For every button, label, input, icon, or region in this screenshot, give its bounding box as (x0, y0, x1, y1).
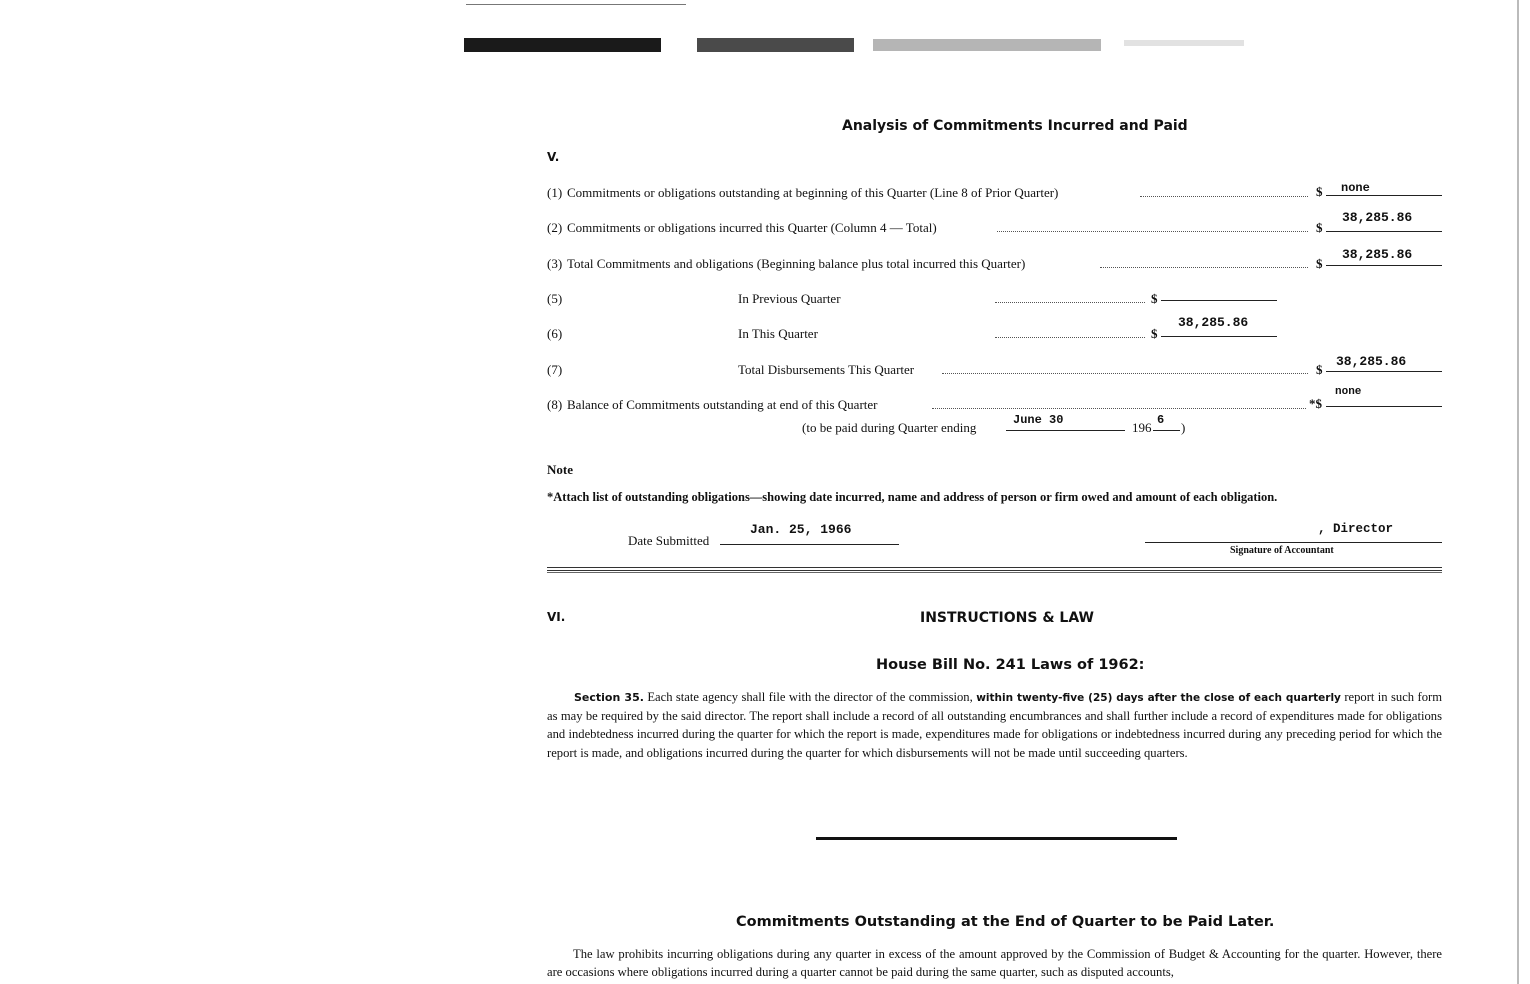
line-6-value: 38,285.86 (1178, 315, 1249, 330)
line-7-label: Total Disbursements This Quarter (738, 362, 915, 377)
scan-artifact-bar-3 (873, 39, 1101, 51)
section-divider-lower (547, 572, 1442, 573)
line-3-number: (3) (547, 256, 563, 271)
line-2-value: 38,285.86 (1342, 210, 1413, 225)
scan-artifact-bar-1 (464, 38, 661, 52)
section-35-label: Section 35. (574, 691, 644, 704)
line-7-number: (7) (547, 362, 563, 377)
line-1-value: none (1341, 181, 1370, 195)
scan-artifact-bar-2 (697, 38, 854, 52)
section-v-numeral: V. (547, 150, 560, 164)
line-1-currency: $ (1316, 184, 1323, 199)
section-v-title: Analysis of Commitments Incurred and Paid (842, 118, 1188, 134)
line-8-currency: *$ (1309, 396, 1322, 411)
section-35-bold-clause: within twenty-five (25) days after the close of each quarterly (976, 692, 1341, 704)
separator-rule (816, 837, 1177, 840)
section-35-text-part1: Each state agency shall file with the director of the commission, (647, 690, 973, 704)
line-8-label: Balance of Commitments outstanding at end of this Quarter (567, 397, 878, 412)
line-1-label: Commitments or obligations outstanding at beginning of this Quarter (Line 8 of Prior Quarter) (567, 185, 1059, 200)
line-5-number: (5) (547, 291, 563, 306)
line-8-number: (8) (547, 397, 563, 412)
quarter-ending-date-line (1006, 430, 1125, 431)
page-edge (1517, 0, 1519, 984)
date-submitted-label: Date Submitted (628, 533, 710, 548)
date-submitted-value: Jan. 25, 1966 (750, 522, 852, 537)
line-1-answer-line (1326, 195, 1442, 196)
line-2-currency: $ (1316, 220, 1323, 235)
line-5-answer-line (1161, 300, 1277, 301)
line-2-leader (997, 231, 1308, 232)
line-6-label: In This Quarter (738, 326, 818, 341)
line-2-label: Commitments or obligations incurred this Quarter (Column 4 — Total) (567, 220, 937, 235)
line-3-leader (1100, 267, 1308, 268)
note-heading: Note (547, 462, 573, 477)
line-8-leader (932, 408, 1306, 409)
line-5-label: In Previous Quarter (738, 291, 841, 306)
section-35-paragraph (547, 688, 1442, 762)
line-8-answer-line (1326, 406, 1442, 407)
line-1-number: (1) (547, 185, 563, 200)
scan-artifact-top-line (466, 4, 686, 5)
commitments-later-title: Commitments Outstanding at the End of Quarter to be Paid Later. (736, 914, 1275, 930)
signature-line (1145, 542, 1442, 543)
line-3-answer-line (1326, 265, 1442, 266)
line-7-leader (942, 373, 1308, 374)
quarter-ending-year-digit: 6 (1157, 413, 1165, 427)
line-6-answer-line (1161, 336, 1277, 337)
line-5-currency: $ (1151, 291, 1158, 306)
section-vi-title: INSTRUCTIONS & LAW (920, 610, 1094, 626)
note-text: *Attach list of outstanding obligations—showing date incurred, name and address of person or firm owed and amount of each obligation. (547, 490, 1278, 504)
scan-artifact-bar-4 (1124, 40, 1244, 46)
quarter-ending-year-prefix: 196 (1132, 420, 1152, 435)
commitments-later-paragraph: The law prohibits incurring obligations during any quarter in excess of the amount approved by the Commission of Budget & Accounting for the quarter. However, there are occasions where obligations incurred during a quarter cannot be paid during the same quarter, such as disputed accounts, (547, 947, 1442, 980)
quarter-ending-date: June 30 (1013, 413, 1064, 427)
signature-caption: Signature of Accountant (1230, 545, 1334, 556)
line-7-value: 38,285.86 (1336, 354, 1407, 369)
line-6-currency: $ (1151, 326, 1158, 341)
line-8-value: none (1335, 386, 1362, 398)
section-35-text-part2: report in such form as may be required by the said director. The report shall include a record of all outstanding encumbrances and shall further include a record of expenditures made for obligations and indebtedness incurred during the quarter for which the report is made, expenditures made for obligations or indebtedness incurred during any preceding period for which the report is made, and obligations incurred during the quarter for which disbursements will not be made until succeeding quarters. (547, 690, 1442, 760)
line-3-label: Total Commitments and obligations (Beginning balance plus total incurred this Quarter) (567, 256, 1026, 271)
line-6-number: (6) (547, 326, 563, 341)
line-5-leader (995, 302, 1145, 303)
section-vi-subtitle: House Bill No. 241 Laws of 1962: (876, 657, 1145, 673)
date-submitted-line (720, 544, 899, 545)
line-2-number: (2) (547, 220, 563, 235)
line-3-currency: $ (1316, 256, 1323, 271)
line-6-leader (995, 337, 1145, 338)
signature-value: , Director (1318, 522, 1394, 536)
quarter-ending-year-line (1153, 430, 1180, 431)
section-vi-numeral: VI. (547, 610, 566, 624)
line-3-value: 38,285.86 (1342, 247, 1413, 262)
line-2-answer-line (1326, 231, 1442, 232)
quarter-ending-prefix: (to be paid during Quarter ending (802, 420, 977, 435)
line-7-currency: $ (1316, 362, 1323, 377)
line-7-answer-line (1326, 371, 1442, 372)
quarter-ending-suffix: ) (1181, 420, 1186, 435)
section-divider (547, 567, 1442, 571)
line-1-leader (1140, 196, 1308, 197)
